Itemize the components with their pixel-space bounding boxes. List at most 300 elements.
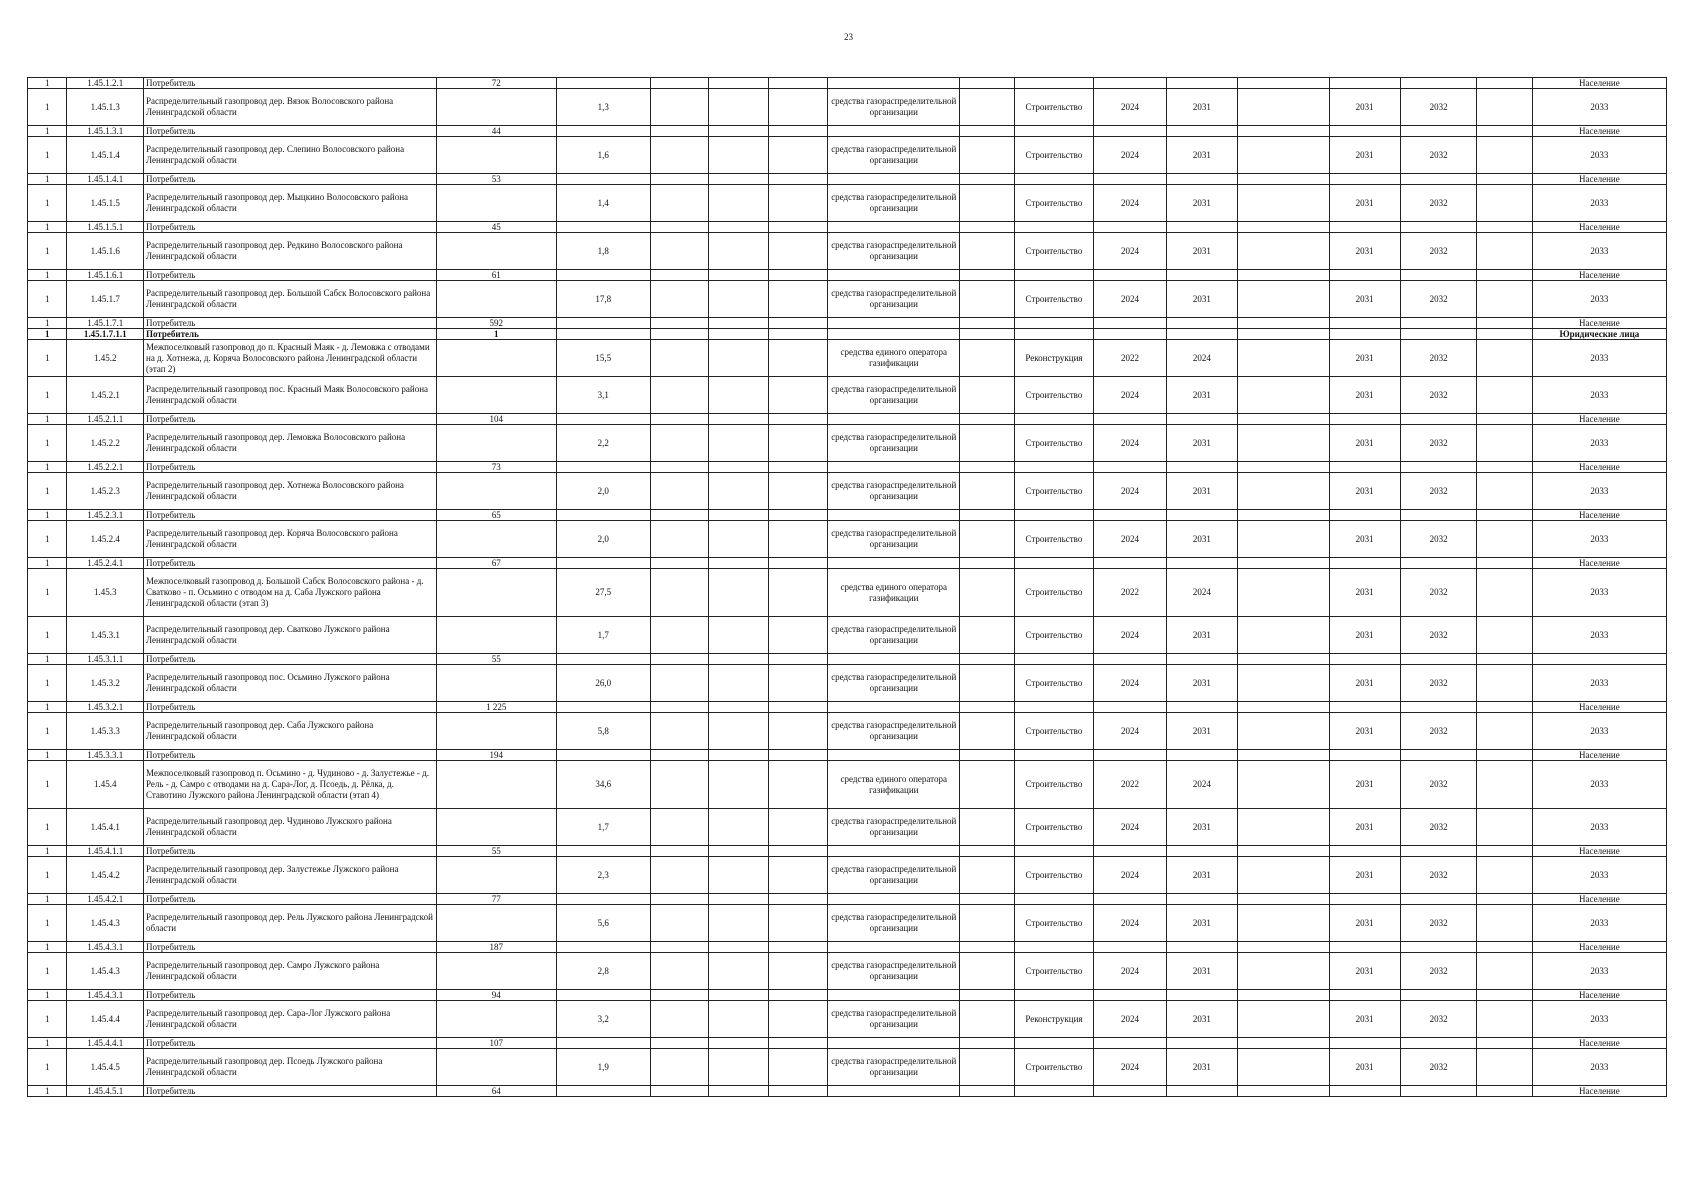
empty-cell <box>1477 857 1532 894</box>
work-type-cell: Строительство <box>1014 761 1094 809</box>
year-cell: 2031 <box>1329 857 1400 894</box>
empty-cell <box>650 617 709 654</box>
empty-cell <box>709 462 769 473</box>
empty-cell <box>1329 318 1400 329</box>
consumer-row <box>28 329 1667 340</box>
empty-cell <box>1477 846 1532 857</box>
empty-cell <box>1238 569 1330 617</box>
empty-cell <box>1094 750 1166 761</box>
empty-cell <box>556 1086 650 1097</box>
empty-cell <box>650 281 709 318</box>
empty-cell <box>1238 137 1330 174</box>
funding-source-cell: средства единого оператора газификации <box>828 569 960 617</box>
name-cell: Потребитель <box>144 558 437 569</box>
empty-cell <box>1238 174 1330 185</box>
consumer-row <box>28 318 1667 329</box>
year-end-cell: 2031 <box>1166 281 1237 318</box>
empty-cell <box>709 894 769 905</box>
empty-cell <box>960 329 1014 340</box>
empty-cell <box>709 1049 769 1086</box>
year-cell: 2032 <box>1400 185 1477 222</box>
year-cell: 2031 <box>1329 473 1400 510</box>
length-km-cell: 1,7 <box>556 809 650 846</box>
empty-cell <box>709 377 769 414</box>
code-cell: 1.45.2 <box>67 340 144 377</box>
empty-cell <box>960 761 1014 809</box>
empty-cell <box>828 558 960 569</box>
year-end-cell: 2024 <box>1166 340 1237 377</box>
length-km-cell: 2,8 <box>556 953 650 990</box>
empty-cell <box>1014 750 1094 761</box>
empty-cell <box>650 1049 709 1086</box>
consumer-count-cell: 67 <box>436 558 556 569</box>
empty-cell <box>960 665 1014 702</box>
row-number-cell: 1 <box>28 617 67 654</box>
empty-cell <box>650 761 709 809</box>
year-start-cell: 2024 <box>1094 233 1166 270</box>
consumer-group-cell: Население <box>1532 702 1666 713</box>
empty-cell <box>1477 185 1532 222</box>
row-number-cell: 1 <box>28 377 67 414</box>
work-type-cell: Строительство <box>1014 137 1094 174</box>
empty-cell <box>650 953 709 990</box>
code-cell: 1.45.3.3.1 <box>67 750 144 761</box>
funding-source-cell: средства газораспределительной организации <box>828 473 960 510</box>
empty-cell <box>1238 510 1330 521</box>
consumer-row <box>28 174 1667 185</box>
pipeline-row <box>28 377 1667 414</box>
year-cell: 2033 <box>1532 377 1666 414</box>
empty-cell <box>709 702 769 713</box>
row-number-cell: 1 <box>28 894 67 905</box>
consumer-row <box>28 702 1667 713</box>
consumer-row <box>28 750 1667 761</box>
empty-cell <box>1400 894 1477 905</box>
year-start-cell: 2024 <box>1094 713 1166 750</box>
empty-cell <box>1400 462 1477 473</box>
empty-cell <box>768 126 828 137</box>
empty-cell <box>768 1086 828 1097</box>
row-number-cell: 1 <box>28 174 67 185</box>
work-type-cell: Строительство <box>1014 425 1094 462</box>
year-cell: 2032 <box>1400 857 1477 894</box>
year-end-cell: 2031 <box>1166 617 1237 654</box>
year-start-cell: 2022 <box>1094 340 1166 377</box>
empty-cell <box>1014 126 1094 137</box>
empty-cell <box>768 942 828 953</box>
name-cell: Потребитель <box>144 270 437 281</box>
empty-cell <box>960 377 1014 414</box>
name-cell: Потребитель <box>144 1038 437 1049</box>
consumer-group-cell <box>1532 654 1666 665</box>
empty-cell <box>1477 894 1532 905</box>
funding-source-cell: средства газораспределительной организации <box>828 185 960 222</box>
empty-cell <box>960 894 1014 905</box>
year-cell: 2033 <box>1532 665 1666 702</box>
empty-cell <box>960 713 1014 750</box>
empty-cell <box>1238 185 1330 222</box>
empty-cell <box>768 329 828 340</box>
empty-cell <box>650 510 709 521</box>
empty-cell <box>1477 654 1532 665</box>
empty-cell <box>1477 233 1532 270</box>
year-start-cell: 2024 <box>1094 809 1166 846</box>
empty-cell <box>1477 281 1532 318</box>
empty-cell <box>960 425 1014 462</box>
empty-cell <box>1238 761 1330 809</box>
empty-cell <box>709 89 769 126</box>
consumer-group-cell: Население <box>1532 462 1666 473</box>
empty-cell <box>1238 462 1330 473</box>
empty-cell <box>650 569 709 617</box>
empty-cell <box>960 270 1014 281</box>
empty-cell <box>650 702 709 713</box>
empty-cell <box>1477 329 1532 340</box>
row-number-cell: 1 <box>28 665 67 702</box>
empty-cell <box>1238 329 1330 340</box>
empty-cell <box>960 233 1014 270</box>
code-cell: 1.45.3.1 <box>67 617 144 654</box>
name-cell: Распределительный газопровод дер. Редкино Волосовского района Ленинградской области <box>144 233 437 270</box>
year-cell: 2031 <box>1329 713 1400 750</box>
year-cell: 2031 <box>1329 377 1400 414</box>
empty-cell <box>1238 281 1330 318</box>
consumer-group-cell: Население <box>1532 510 1666 521</box>
year-cell: 2031 <box>1329 809 1400 846</box>
empty-cell <box>768 510 828 521</box>
empty-cell <box>556 270 650 281</box>
empty-cell <box>650 222 709 233</box>
empty-cell <box>650 318 709 329</box>
year-start-cell: 2024 <box>1094 665 1166 702</box>
empty-cell <box>828 846 960 857</box>
empty-cell <box>1094 942 1166 953</box>
empty-cell <box>768 462 828 473</box>
empty-cell <box>1329 654 1400 665</box>
empty-cell <box>436 281 556 318</box>
work-type-cell: Строительство <box>1014 377 1094 414</box>
empty-cell <box>1400 270 1477 281</box>
code-cell: 1.45.1.3 <box>67 89 144 126</box>
year-start-cell: 2024 <box>1094 905 1166 942</box>
empty-cell <box>650 462 709 473</box>
empty-cell <box>556 78 650 89</box>
name-cell: Распределительный газопровод дер. Псоедь Лужского района Ленинградской области <box>144 1049 437 1086</box>
empty-cell <box>709 473 769 510</box>
empty-cell <box>1238 233 1330 270</box>
code-cell: 1.45.4.5 <box>67 1049 144 1086</box>
empty-cell <box>768 1038 828 1049</box>
empty-cell <box>1477 953 1532 990</box>
empty-cell <box>436 1001 556 1038</box>
name-cell: Распределительный газопровод дер. Сара-Лог Лужского района Ленинградской области <box>144 1001 437 1038</box>
empty-cell <box>1014 222 1094 233</box>
page-number: 23 <box>844 32 853 42</box>
funding-source-cell: средства газораспределительной организации <box>828 1049 960 1086</box>
year-cell: 2033 <box>1532 1001 1666 1038</box>
consumer-row <box>28 270 1667 281</box>
name-cell: Распределительный газопровод дер. Сватково Лужского района Ленинградской области <box>144 617 437 654</box>
funding-source-cell: средства газораспределительной организации <box>828 905 960 942</box>
empty-cell <box>960 617 1014 654</box>
empty-cell <box>960 702 1014 713</box>
empty-cell <box>1329 702 1400 713</box>
empty-cell <box>1329 329 1400 340</box>
empty-cell <box>1238 953 1330 990</box>
empty-cell <box>768 809 828 846</box>
name-cell: Потребитель <box>144 702 437 713</box>
empty-cell <box>828 654 960 665</box>
empty-cell <box>1477 126 1532 137</box>
empty-cell <box>960 558 1014 569</box>
empty-cell <box>960 905 1014 942</box>
year-cell: 2033 <box>1532 809 1666 846</box>
name-cell: Распределительный газопровод дер. Мыцкино Волосовского района Ленинградской области <box>144 185 437 222</box>
consumer-count-cell: 45 <box>436 222 556 233</box>
empty-cell <box>828 329 960 340</box>
empty-cell <box>768 569 828 617</box>
year-cell: 2032 <box>1400 340 1477 377</box>
work-type-cell: Строительство <box>1014 953 1094 990</box>
consumer-group-cell: Население <box>1532 78 1666 89</box>
empty-cell <box>768 846 828 857</box>
empty-cell <box>556 414 650 425</box>
empty-cell <box>828 894 960 905</box>
empty-cell <box>828 990 960 1001</box>
empty-cell <box>768 1001 828 1038</box>
year-end-cell: 2031 <box>1166 809 1237 846</box>
empty-cell <box>1329 270 1400 281</box>
empty-cell <box>1094 702 1166 713</box>
empty-cell <box>1477 761 1532 809</box>
empty-cell <box>556 990 650 1001</box>
consumer-row <box>28 126 1667 137</box>
code-cell: 1.45.3.1.1 <box>67 654 144 665</box>
empty-cell <box>556 174 650 185</box>
year-end-cell: 2031 <box>1166 89 1237 126</box>
work-type-cell: Строительство <box>1014 809 1094 846</box>
empty-cell <box>436 953 556 990</box>
pipeline-row <box>28 857 1667 894</box>
empty-cell <box>1400 318 1477 329</box>
empty-cell <box>1400 990 1477 1001</box>
name-cell: Потребитель <box>144 750 437 761</box>
work-type-cell: Реконструкция <box>1014 1001 1094 1038</box>
empty-cell <box>1238 222 1330 233</box>
empty-cell <box>1238 340 1330 377</box>
empty-cell <box>709 750 769 761</box>
empty-cell <box>1166 78 1237 89</box>
row-number-cell: 1 <box>28 942 67 953</box>
empty-cell <box>768 521 828 558</box>
year-cell: 2031 <box>1329 569 1400 617</box>
empty-cell <box>768 750 828 761</box>
year-cell: 2033 <box>1532 473 1666 510</box>
empty-cell <box>650 665 709 702</box>
empty-cell <box>1014 510 1094 521</box>
year-cell: 2032 <box>1400 617 1477 654</box>
year-cell: 2033 <box>1532 713 1666 750</box>
name-cell: Распределительный газопровод дер. Хотнежа Волосовского района Ленинградской области <box>144 473 437 510</box>
empty-cell <box>960 846 1014 857</box>
consumer-row <box>28 990 1667 1001</box>
consumer-count-cell: 104 <box>436 414 556 425</box>
empty-cell <box>1238 665 1330 702</box>
consumer-group-cell: Население <box>1532 558 1666 569</box>
length-km-cell: 1,7 <box>556 617 650 654</box>
row-number-cell: 1 <box>28 329 67 340</box>
year-cell: 2032 <box>1400 425 1477 462</box>
code-cell: 1.45.1.3.1 <box>67 126 144 137</box>
empty-cell <box>828 222 960 233</box>
pipeline-row <box>28 953 1667 990</box>
empty-cell <box>1238 78 1330 89</box>
empty-cell <box>709 510 769 521</box>
consumer-count-cell: 1 225 <box>436 702 556 713</box>
empty-cell <box>960 1001 1014 1038</box>
code-cell: 1.45.4.1.1 <box>67 846 144 857</box>
consumer-count-cell: 187 <box>436 942 556 953</box>
empty-cell <box>709 1001 769 1038</box>
empty-cell <box>1329 414 1400 425</box>
year-cell: 2032 <box>1400 905 1477 942</box>
empty-cell <box>1094 510 1166 521</box>
empty-cell <box>828 270 960 281</box>
year-cell: 2033 <box>1532 340 1666 377</box>
empty-cell <box>709 222 769 233</box>
empty-cell <box>1238 558 1330 569</box>
empty-cell <box>1094 894 1166 905</box>
empty-cell <box>960 1038 1014 1049</box>
empty-cell <box>960 809 1014 846</box>
empty-cell <box>1477 340 1532 377</box>
consumer-count-cell: 107 <box>436 1038 556 1049</box>
year-cell: 2032 <box>1400 233 1477 270</box>
empty-cell <box>1166 462 1237 473</box>
empty-cell <box>436 425 556 462</box>
empty-cell <box>709 329 769 340</box>
empty-cell <box>650 1086 709 1097</box>
empty-cell <box>960 750 1014 761</box>
length-km-cell: 2,0 <box>556 521 650 558</box>
year-end-cell: 2031 <box>1166 905 1237 942</box>
empty-cell <box>960 1049 1014 1086</box>
empty-cell <box>709 137 769 174</box>
empty-cell <box>1166 1086 1237 1097</box>
empty-cell <box>768 318 828 329</box>
empty-cell <box>1329 558 1400 569</box>
empty-cell <box>650 558 709 569</box>
empty-cell <box>709 569 769 617</box>
year-cell: 2031 <box>1329 953 1400 990</box>
empty-cell <box>1094 1038 1166 1049</box>
code-cell: 1.45.2.2 <box>67 425 144 462</box>
name-cell: Распределительный газопровод дер. Вязок Волосовского района Ленинградской области <box>144 89 437 126</box>
funding-source-cell: средства газораспределительной организации <box>828 809 960 846</box>
empty-cell <box>828 78 960 89</box>
empty-cell <box>436 473 556 510</box>
code-cell: 1.45.4.4 <box>67 1001 144 1038</box>
consumer-group-cell: Население <box>1532 846 1666 857</box>
length-km-cell: 1,9 <box>556 1049 650 1086</box>
empty-cell <box>960 174 1014 185</box>
empty-cell <box>709 185 769 222</box>
length-km-cell: 27,5 <box>556 569 650 617</box>
empty-cell <box>650 894 709 905</box>
empty-cell <box>960 942 1014 953</box>
empty-cell <box>1094 558 1166 569</box>
row-number-cell: 1 <box>28 1086 67 1097</box>
work-type-cell: Строительство <box>1014 521 1094 558</box>
length-km-cell: 2,3 <box>556 857 650 894</box>
row-number-cell: 1 <box>28 713 67 750</box>
row-number-cell: 1 <box>28 126 67 137</box>
year-end-cell: 2024 <box>1166 569 1237 617</box>
empty-cell <box>1329 1086 1400 1097</box>
empty-cell <box>556 750 650 761</box>
empty-cell <box>1477 569 1532 617</box>
pipeline-row <box>28 617 1667 654</box>
pipeline-row <box>28 89 1667 126</box>
year-cell: 2032 <box>1400 89 1477 126</box>
funding-source-cell: средства единого оператора газификации <box>828 340 960 377</box>
code-cell: 1.45.4.3 <box>67 905 144 942</box>
empty-cell <box>709 340 769 377</box>
empty-cell <box>768 377 828 414</box>
empty-cell <box>1014 558 1094 569</box>
year-cell: 2031 <box>1329 521 1400 558</box>
empty-cell <box>1329 750 1400 761</box>
work-type-cell: Строительство <box>1014 473 1094 510</box>
length-km-cell: 26,0 <box>556 665 650 702</box>
year-start-cell: 2024 <box>1094 1001 1166 1038</box>
empty-cell <box>768 473 828 510</box>
empty-cell <box>1094 329 1166 340</box>
year-cell: 2033 <box>1532 521 1666 558</box>
empty-cell <box>1238 89 1330 126</box>
empty-cell <box>650 990 709 1001</box>
empty-cell <box>556 222 650 233</box>
year-cell: 2033 <box>1532 233 1666 270</box>
empty-cell <box>1477 809 1532 846</box>
empty-cell <box>1238 713 1330 750</box>
empty-cell <box>1329 462 1400 473</box>
empty-cell <box>650 233 709 270</box>
empty-cell <box>768 713 828 750</box>
empty-cell <box>1238 942 1330 953</box>
work-type-cell: Строительство <box>1014 857 1094 894</box>
pipeline-row <box>28 425 1667 462</box>
empty-cell <box>709 761 769 809</box>
year-start-cell: 2024 <box>1094 617 1166 654</box>
empty-cell <box>709 905 769 942</box>
empty-cell <box>960 473 1014 510</box>
funding-source-cell: средства газораспределительной организации <box>828 521 960 558</box>
empty-cell <box>650 942 709 953</box>
year-end-cell: 2031 <box>1166 137 1237 174</box>
consumer-row <box>28 894 1667 905</box>
empty-cell <box>768 78 828 89</box>
empty-cell <box>1238 1086 1330 1097</box>
gasification-plan-table <box>27 77 1667 1097</box>
code-cell: 1.45.2.2.1 <box>67 462 144 473</box>
code-cell: 1.45.4.3.1 <box>67 942 144 953</box>
empty-cell <box>1166 329 1237 340</box>
code-cell: 1.45.4.3.1 <box>67 990 144 1001</box>
consumer-row <box>28 462 1667 473</box>
work-type-cell: Строительство <box>1014 665 1094 702</box>
empty-cell <box>1477 78 1532 89</box>
